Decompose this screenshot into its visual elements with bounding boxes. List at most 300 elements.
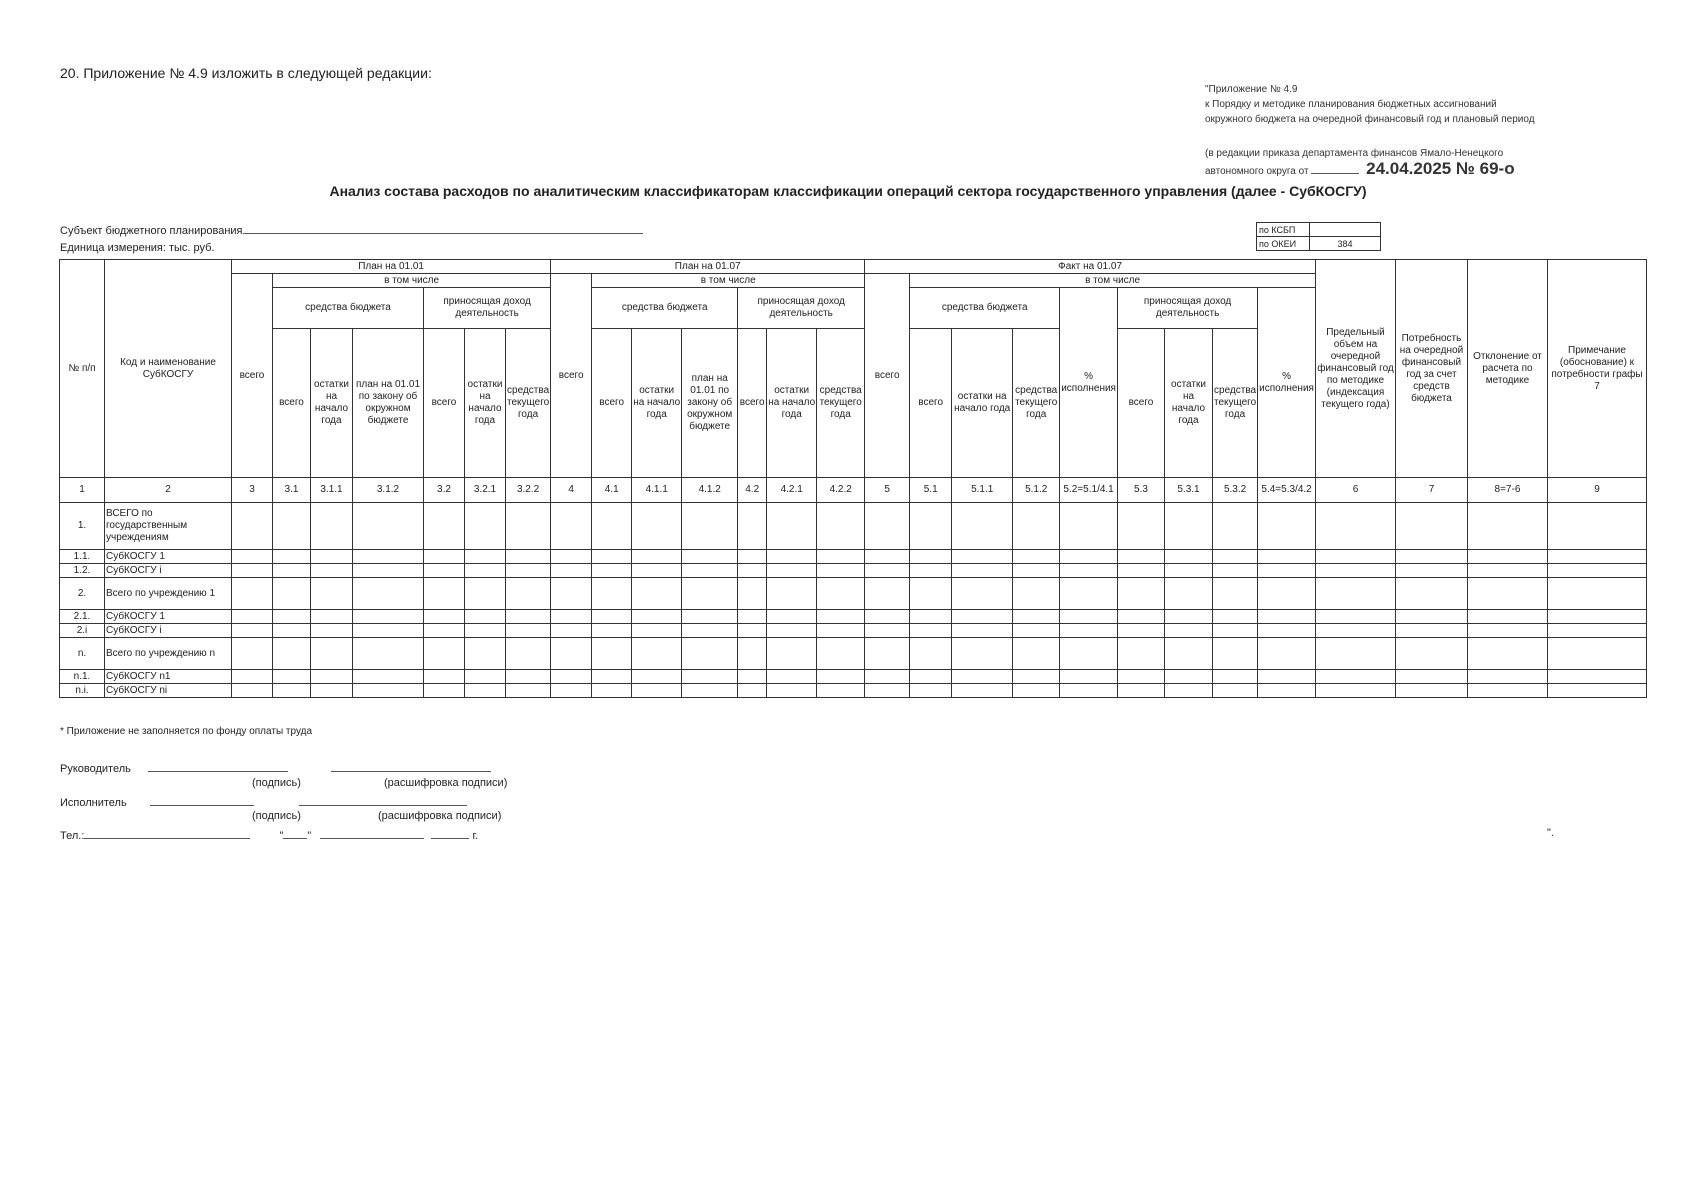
value-cell[interactable]	[232, 670, 273, 684]
value-cell[interactable]	[1117, 638, 1164, 670]
value-cell[interactable]	[1060, 550, 1118, 564]
value-cell[interactable]	[952, 684, 1013, 698]
value-cell[interactable]	[353, 610, 424, 624]
value-cell[interactable]	[817, 624, 865, 638]
value-cell[interactable]	[1467, 564, 1547, 578]
value-cell[interactable]	[273, 624, 311, 638]
value-cell[interactable]	[1258, 624, 1316, 638]
value-cell[interactable]	[1315, 578, 1395, 610]
value-cell[interactable]	[910, 670, 952, 684]
edition-line: (в редакции приказа департамента финансов Ямало-Ненецкого	[1205, 148, 1504, 159]
value-cell[interactable]	[682, 578, 738, 610]
value-cell[interactable]	[1060, 624, 1118, 638]
value-cell[interactable]	[1212, 684, 1257, 698]
value-cell[interactable]	[632, 638, 682, 670]
value-cell[interactable]	[1117, 578, 1164, 610]
hdr-limit-volume: Предельный объем на очередной финансовый год по методике (индексация текущего года)	[1315, 260, 1395, 478]
value-cell[interactable]	[865, 624, 910, 638]
value-cell[interactable]	[1315, 684, 1395, 698]
value-cell[interactable]	[1013, 578, 1060, 610]
value-cell[interactable]	[682, 684, 738, 698]
value-cell[interactable]	[1547, 564, 1646, 578]
decode-blank[interactable]	[331, 760, 491, 772]
value-cell[interactable]	[1467, 503, 1547, 550]
value-cell[interactable]	[1258, 610, 1316, 624]
value-cell[interactable]	[551, 578, 592, 610]
column-number-cell: 9	[1547, 478, 1646, 503]
value-cell[interactable]	[506, 503, 551, 550]
column-number-cell: 5.4=5.3/4.2	[1258, 478, 1316, 503]
value-cell[interactable]	[592, 638, 632, 670]
value-cell[interactable]	[1547, 610, 1646, 624]
value-cell[interactable]	[1315, 564, 1395, 578]
value-cell[interactable]	[1258, 550, 1316, 564]
value-cell[interactable]	[1258, 564, 1316, 578]
value-cell[interactable]	[551, 624, 592, 638]
value-cell[interactable]	[1547, 578, 1646, 610]
column-number-cell: 4.2	[738, 478, 767, 503]
value-cell[interactable]	[232, 550, 273, 564]
hdr-total: всего	[910, 329, 952, 478]
value-cell[interactable]	[1395, 564, 1467, 578]
value-cell[interactable]	[551, 638, 592, 670]
value-cell[interactable]	[465, 578, 506, 610]
value-cell[interactable]	[424, 670, 465, 684]
analysis-table	[59, 259, 1647, 698]
value-cell[interactable]	[817, 550, 865, 564]
value-cell[interactable]	[506, 670, 551, 684]
value-cell[interactable]	[738, 550, 767, 564]
edition-order-line	[1205, 161, 1605, 179]
value-cell[interactable]	[1013, 670, 1060, 684]
value-cell[interactable]	[1315, 550, 1395, 564]
value-cell[interactable]	[682, 564, 738, 578]
value-cell[interactable]	[311, 564, 353, 578]
value-cell[interactable]	[1212, 578, 1257, 610]
value-cell[interactable]	[592, 578, 632, 610]
column-number-cell: 4.2.1	[767, 478, 817, 503]
value-cell[interactable]	[738, 638, 767, 670]
value-cell[interactable]	[232, 503, 273, 550]
value-cell[interactable]	[353, 670, 424, 684]
ksbp-value[interactable]	[1310, 223, 1381, 237]
value-cell[interactable]	[1258, 670, 1316, 684]
value-cell[interactable]	[1395, 684, 1467, 698]
value-cell[interactable]	[910, 550, 952, 564]
value-cell[interactable]	[353, 624, 424, 638]
value-cell[interactable]	[1547, 624, 1646, 638]
closing-quote: ".	[1547, 827, 1554, 839]
value-cell[interactable]	[952, 670, 1013, 684]
value-cell[interactable]	[465, 638, 506, 670]
value-cell[interactable]	[1467, 624, 1547, 638]
value-cell[interactable]	[311, 670, 353, 684]
value-cell[interactable]	[767, 670, 817, 684]
value-cell[interactable]	[632, 610, 682, 624]
value-cell[interactable]	[738, 624, 767, 638]
value-cell[interactable]	[424, 638, 465, 670]
value-cell[interactable]	[767, 564, 817, 578]
value-cell[interactable]	[865, 578, 910, 610]
value-cell[interactable]	[273, 638, 311, 670]
value-cell[interactable]	[1060, 610, 1118, 624]
value-cell[interactable]	[1060, 638, 1118, 670]
value-cell[interactable]	[551, 503, 592, 550]
value-cell[interactable]	[1013, 503, 1060, 550]
row-number: n.i.	[60, 684, 105, 698]
value-cell[interactable]	[506, 550, 551, 564]
value-cell[interactable]	[465, 503, 506, 550]
value-cell[interactable]	[353, 550, 424, 564]
value-cell[interactable]	[465, 684, 506, 698]
value-cell[interactable]	[232, 624, 273, 638]
value-cell[interactable]	[273, 670, 311, 684]
value-cell[interactable]	[592, 670, 632, 684]
value-cell[interactable]	[632, 624, 682, 638]
value-cell[interactable]	[1164, 503, 1212, 550]
blank-line	[1311, 162, 1359, 174]
value-cell[interactable]	[424, 503, 465, 550]
value-cell[interactable]	[738, 578, 767, 610]
value-cell[interactable]	[1315, 610, 1395, 624]
value-cell[interactable]	[910, 624, 952, 638]
value-cell[interactable]	[1212, 550, 1257, 564]
value-cell[interactable]	[865, 684, 910, 698]
value-cell[interactable]	[865, 670, 910, 684]
value-cell[interactable]	[465, 550, 506, 564]
value-cell[interactable]	[682, 503, 738, 550]
value-cell[interactable]	[353, 638, 424, 670]
value-cell[interactable]	[865, 638, 910, 670]
value-cell[interactable]	[592, 550, 632, 564]
subject-input-line[interactable]	[243, 223, 643, 234]
value-cell[interactable]	[1315, 670, 1395, 684]
value-cell[interactable]	[232, 610, 273, 624]
value-cell[interactable]	[1395, 624, 1467, 638]
value-cell[interactable]	[1013, 564, 1060, 578]
value-cell[interactable]	[1117, 550, 1164, 564]
value-cell[interactable]	[465, 624, 506, 638]
value-cell[interactable]	[551, 550, 592, 564]
value-cell[interactable]	[1258, 684, 1316, 698]
value-cell[interactable]	[1164, 564, 1212, 578]
value-cell[interactable]	[353, 564, 424, 578]
row-number: 1.2.	[60, 564, 105, 578]
value-cell[interactable]	[592, 503, 632, 550]
value-cell[interactable]	[1547, 503, 1646, 550]
value-cell[interactable]	[632, 684, 682, 698]
subject-label: Субъект бюджетного планирования	[60, 225, 243, 237]
value-cell[interactable]	[632, 578, 682, 610]
value-cell[interactable]	[1013, 638, 1060, 670]
table-row	[60, 578, 1647, 610]
value-cell[interactable]	[1212, 638, 1257, 670]
value-cell[interactable]	[817, 578, 865, 610]
value-cell[interactable]	[1315, 503, 1395, 550]
year-blank[interactable]	[431, 827, 469, 839]
row-name: СубКОСГУ i	[105, 564, 232, 578]
value-cell[interactable]	[910, 610, 952, 624]
value-cell[interactable]	[817, 670, 865, 684]
okei-value[interactable]: 384	[1310, 237, 1381, 251]
column-number-cell: 4.1.2	[682, 478, 738, 503]
value-cell[interactable]	[1395, 578, 1467, 610]
value-cell[interactable]	[1258, 503, 1316, 550]
value-cell[interactable]	[682, 610, 738, 624]
value-cell[interactable]	[424, 624, 465, 638]
value-cell[interactable]	[1315, 638, 1395, 670]
value-cell[interactable]	[424, 550, 465, 564]
value-cell[interactable]	[232, 578, 273, 610]
value-cell[interactable]	[1547, 638, 1646, 670]
column-number-cell: 1	[60, 478, 105, 503]
executor-signature-line	[60, 794, 467, 809]
value-cell[interactable]	[1060, 684, 1118, 698]
value-cell[interactable]	[738, 503, 767, 550]
value-cell[interactable]	[273, 564, 311, 578]
value-cell[interactable]	[1467, 670, 1547, 684]
value-cell[interactable]	[738, 684, 767, 698]
value-cell[interactable]	[1258, 638, 1316, 670]
row-name: СубКОСГУ i	[105, 624, 232, 638]
value-cell[interactable]	[1212, 503, 1257, 550]
decode-blank[interactable]	[299, 794, 467, 806]
value-cell[interactable]	[551, 564, 592, 578]
column-number-cell: 5.1.1	[952, 478, 1013, 503]
value-cell[interactable]	[1060, 564, 1118, 578]
value-cell[interactable]	[952, 610, 1013, 624]
value-cell[interactable]	[738, 564, 767, 578]
value-cell[interactable]	[1315, 624, 1395, 638]
value-cell[interactable]	[817, 684, 865, 698]
value-cell[interactable]	[353, 503, 424, 550]
value-cell[interactable]	[1395, 638, 1467, 670]
value-cell[interactable]	[632, 670, 682, 684]
value-cell[interactable]	[1117, 503, 1164, 550]
value-cell[interactable]	[1060, 503, 1118, 550]
value-cell[interactable]	[506, 564, 551, 578]
value-cell[interactable]	[865, 503, 910, 550]
value-cell[interactable]	[682, 638, 738, 670]
value-cell[interactable]	[273, 550, 311, 564]
order-number: 24.04.2025 № 69-о	[1366, 159, 1515, 178]
value-cell[interactable]	[311, 503, 353, 550]
value-cell[interactable]	[910, 564, 952, 578]
value-cell[interactable]	[767, 503, 817, 550]
value-cell[interactable]	[952, 564, 1013, 578]
value-cell[interactable]	[910, 684, 952, 698]
value-cell[interactable]	[273, 610, 311, 624]
value-cell[interactable]	[506, 610, 551, 624]
value-cell[interactable]	[865, 610, 910, 624]
value-cell[interactable]	[952, 503, 1013, 550]
value-cell[interactable]	[424, 610, 465, 624]
value-cell[interactable]	[273, 684, 311, 698]
value-cell[interactable]	[273, 578, 311, 610]
value-cell[interactable]	[1395, 610, 1467, 624]
value-cell[interactable]	[353, 578, 424, 610]
value-cell[interactable]	[551, 684, 592, 698]
value-cell[interactable]	[1164, 550, 1212, 564]
column-number-cell: 5.2=5.1/4.1	[1060, 478, 1118, 503]
value-cell[interactable]	[1212, 670, 1257, 684]
value-cell[interactable]	[1013, 624, 1060, 638]
signature-blank[interactable]	[150, 794, 254, 806]
column-number-cell: 3.1.2	[353, 478, 424, 503]
value-cell[interactable]	[767, 610, 817, 624]
value-cell[interactable]	[682, 670, 738, 684]
value-cell[interactable]	[767, 684, 817, 698]
value-cell[interactable]	[592, 564, 632, 578]
value-cell[interactable]	[1467, 550, 1547, 564]
value-cell[interactable]	[1117, 624, 1164, 638]
value-cell[interactable]	[506, 578, 551, 610]
value-cell[interactable]	[1547, 670, 1646, 684]
value-cell[interactable]	[738, 610, 767, 624]
value-cell[interactable]	[465, 670, 506, 684]
ksbp-label: по КСБП	[1257, 223, 1310, 237]
value-cell[interactable]	[817, 610, 865, 624]
value-cell[interactable]	[311, 578, 353, 610]
value-cell[interactable]	[817, 564, 865, 578]
value-cell[interactable]	[910, 638, 952, 670]
value-cell[interactable]	[632, 503, 682, 550]
value-cell[interactable]	[1013, 550, 1060, 564]
value-cell[interactable]	[1164, 684, 1212, 698]
value-cell[interactable]	[1212, 624, 1257, 638]
value-cell[interactable]	[232, 684, 273, 698]
column-number-cell: 3.1.1	[311, 478, 353, 503]
value-cell[interactable]	[506, 624, 551, 638]
value-cell[interactable]	[1164, 578, 1212, 610]
value-cell[interactable]	[592, 610, 632, 624]
subject-field[interactable]	[60, 223, 643, 237]
head-signature-line	[60, 760, 491, 775]
hdr-total: всего	[738, 329, 767, 478]
value-cell[interactable]	[1164, 624, 1212, 638]
value-cell[interactable]	[682, 550, 738, 564]
value-cell[interactable]	[592, 684, 632, 698]
value-cell[interactable]	[1164, 610, 1212, 624]
value-cell[interactable]	[1258, 578, 1316, 610]
value-cell[interactable]	[1547, 550, 1646, 564]
row-name: СубКОСГУ 1	[105, 550, 232, 564]
value-cell[interactable]	[551, 610, 592, 624]
day-blank[interactable]	[283, 827, 307, 839]
hdr-total: всего	[1117, 329, 1164, 478]
column-numbers-row	[60, 478, 1647, 503]
value-cell[interactable]	[1060, 670, 1118, 684]
signature-caption: (подпись)	[252, 777, 301, 789]
value-cell[interactable]	[1164, 638, 1212, 670]
value-cell[interactable]	[1395, 670, 1467, 684]
value-cell[interactable]	[232, 638, 273, 670]
value-cell[interactable]	[1467, 638, 1547, 670]
value-cell[interactable]	[910, 578, 952, 610]
value-cell[interactable]	[424, 564, 465, 578]
value-cell[interactable]	[1467, 610, 1547, 624]
value-cell[interactable]	[817, 638, 865, 670]
value-cell[interactable]	[311, 638, 353, 670]
value-cell[interactable]	[767, 638, 817, 670]
value-cell[interactable]	[1117, 670, 1164, 684]
value-cell[interactable]	[232, 564, 273, 578]
value-cell[interactable]	[424, 578, 465, 610]
value-cell[interactable]	[952, 638, 1013, 670]
value-cell[interactable]	[1060, 578, 1118, 610]
value-cell[interactable]	[738, 670, 767, 684]
value-cell[interactable]	[952, 578, 1013, 610]
hdr-pct-exec: % исполнения	[1258, 288, 1316, 478]
value-cell[interactable]	[1212, 564, 1257, 578]
value-cell[interactable]	[1395, 550, 1467, 564]
value-cell[interactable]	[952, 550, 1013, 564]
value-cell[interactable]	[865, 550, 910, 564]
column-number-cell: 4.1.1	[632, 478, 682, 503]
phone-blank[interactable]	[84, 827, 250, 839]
value-cell[interactable]	[551, 670, 592, 684]
value-cell[interactable]	[1467, 684, 1547, 698]
value-cell[interactable]	[1395, 503, 1467, 550]
value-cell[interactable]	[767, 550, 817, 564]
value-cell[interactable]	[817, 503, 865, 550]
hdr-need-next: Потребность на очередной финансовый год за счет средств бюджета	[1395, 260, 1467, 478]
value-cell[interactable]	[592, 624, 632, 638]
value-cell[interactable]	[506, 684, 551, 698]
value-cell[interactable]	[465, 610, 506, 624]
value-cell[interactable]	[632, 564, 682, 578]
table-row	[60, 670, 1647, 684]
value-cell[interactable]	[1013, 684, 1060, 698]
value-cell[interactable]	[273, 503, 311, 550]
phone-label: Тел.:	[60, 830, 85, 842]
appendix-line: окружного бюджета на очередной финансовый год и плановый период	[1205, 114, 1535, 125]
value-cell[interactable]	[952, 624, 1013, 638]
value-cell[interactable]	[311, 610, 353, 624]
value-cell[interactable]	[682, 624, 738, 638]
column-number-cell: 3	[232, 478, 273, 503]
value-cell[interactable]	[506, 638, 551, 670]
value-cell[interactable]	[1547, 684, 1646, 698]
value-cell[interactable]	[910, 503, 952, 550]
row-number: 2.i	[60, 624, 105, 638]
value-cell[interactable]	[1467, 578, 1547, 610]
value-cell[interactable]	[1212, 610, 1257, 624]
decode-caption: (расшифровка подписи)	[377, 810, 502, 822]
value-cell[interactable]	[865, 564, 910, 578]
value-cell[interactable]	[353, 684, 424, 698]
value-cell[interactable]	[1117, 564, 1164, 578]
value-cell[interactable]	[1164, 670, 1212, 684]
value-cell[interactable]	[311, 624, 353, 638]
value-cell[interactable]	[1117, 610, 1164, 624]
value-cell[interactable]	[767, 578, 817, 610]
value-cell[interactable]	[465, 564, 506, 578]
row-number: n.1.	[60, 670, 105, 684]
month-blank[interactable]	[320, 827, 424, 839]
table-row	[60, 564, 1647, 578]
hdr-num: № п/п	[60, 260, 105, 478]
value-cell[interactable]	[1013, 610, 1060, 624]
value-cell[interactable]	[311, 684, 353, 698]
value-cell[interactable]	[767, 624, 817, 638]
table-row	[60, 624, 1647, 638]
value-cell[interactable]	[1117, 684, 1164, 698]
signature-blank[interactable]	[148, 760, 288, 772]
value-cell[interactable]	[632, 550, 682, 564]
value-cell[interactable]	[424, 684, 465, 698]
value-cell[interactable]	[311, 550, 353, 564]
